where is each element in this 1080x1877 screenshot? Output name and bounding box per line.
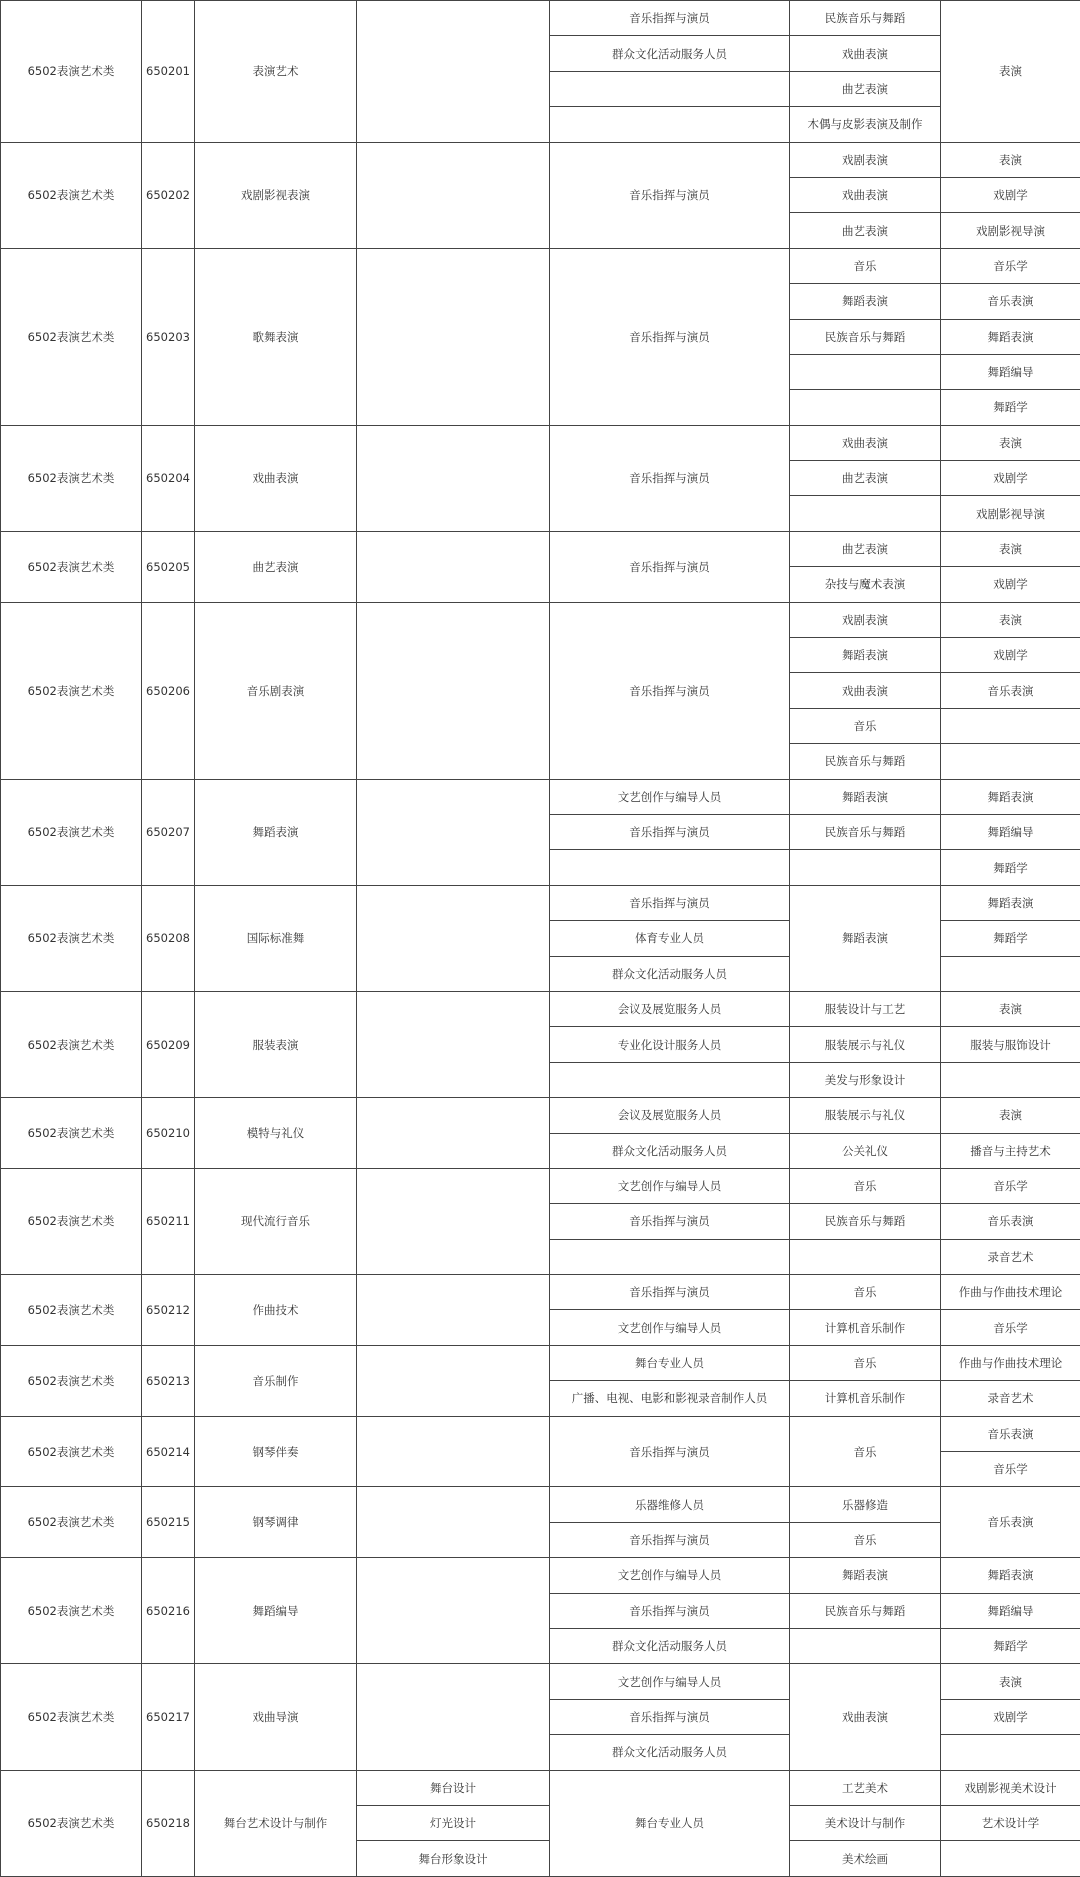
secondary-major-cell: 舞蹈表演	[790, 638, 941, 673]
direction-cell	[357, 602, 550, 779]
code-cell: 650202	[142, 142, 195, 248]
code-cell: 650209	[142, 991, 195, 1097]
table-row	[1, 1664, 1080, 1699]
undergrad-major-cell: 播音与主持艺术	[941, 1133, 1080, 1168]
secondary-major-cell: 舞蹈表演	[790, 779, 941, 814]
undergrad-major-cell	[941, 1841, 1080, 1876]
code-cell: 650217	[142, 1664, 195, 1770]
code-cell: 650201	[142, 1, 195, 143]
code-cell: 650212	[142, 1275, 195, 1346]
code-cell: 650213	[142, 1345, 195, 1416]
undergrad-major-cell: 录音艺术	[941, 1381, 1080, 1416]
secondary-major-cell	[790, 850, 941, 885]
occupation-cell: 音乐指挥与演员	[550, 885, 790, 920]
category-cell: 6502表演艺术类	[1, 1558, 142, 1664]
direction-cell	[357, 991, 550, 1097]
secondary-major-cell: 舞蹈表演	[790, 1558, 941, 1593]
secondary-major-cell: 音乐	[790, 1416, 941, 1487]
category-cell: 6502表演艺术类	[1, 1770, 142, 1876]
secondary-major-cell: 工艺美术	[790, 1770, 941, 1805]
undergrad-major-cell: 音乐表演	[941, 673, 1080, 708]
major-cell: 作曲技术	[195, 1275, 357, 1346]
secondary-major-cell: 民族音乐与舞蹈	[790, 1204, 941, 1239]
undergrad-major-cell: 音乐学	[941, 248, 1080, 283]
occupation-cell: 音乐指挥与演员	[550, 1204, 790, 1239]
major-cell: 服装表演	[195, 991, 357, 1097]
occupation-cell: 音乐指挥与演员	[550, 1593, 790, 1628]
undergrad-major-cell: 表演	[941, 425, 1080, 460]
secondary-major-cell: 音乐	[790, 1168, 941, 1203]
occupation-cell: 音乐指挥与演员	[550, 425, 790, 531]
secondary-major-cell: 民族音乐与舞蹈	[790, 1, 941, 36]
table-row	[1, 142, 1080, 177]
major-cell: 表演艺术	[195, 1, 357, 143]
occupation-cell: 音乐指挥与演员	[550, 814, 790, 849]
secondary-major-cell: 服装展示与礼仪	[790, 1027, 941, 1062]
table-row	[1, 248, 1080, 283]
secondary-major-cell: 曲艺表演	[790, 461, 941, 496]
code-cell: 650204	[142, 425, 195, 531]
direction-cell	[357, 885, 550, 991]
code-cell: 650215	[142, 1487, 195, 1558]
occupation-cell: 广播、电视、电影和影视录音制作人员	[550, 1381, 790, 1416]
undergrad-major-cell: 音乐表演	[941, 1204, 1080, 1239]
category-cell: 6502表演艺术类	[1, 602, 142, 779]
category-cell: 6502表演艺术类	[1, 779, 142, 885]
direction-cell: 舞台形象设计	[357, 1841, 550, 1876]
occupation-cell: 音乐指挥与演员	[550, 248, 790, 425]
undergrad-major-cell: 音乐表演	[941, 284, 1080, 319]
direction-cell	[357, 779, 550, 885]
table-row	[1, 1, 1080, 36]
undergrad-major-cell: 表演	[941, 991, 1080, 1026]
direction-cell: 舞台设计	[357, 1770, 550, 1805]
table-row	[1, 1345, 1080, 1380]
table-body	[1, 1, 1080, 1877]
undergrad-major-cell: 戏剧学	[941, 1699, 1080, 1734]
undergrad-major-cell: 舞蹈表演	[941, 779, 1080, 814]
category-cell: 6502表演艺术类	[1, 1275, 142, 1346]
occupation-cell	[550, 71, 790, 106]
secondary-major-cell: 戏剧表演	[790, 142, 941, 177]
major-cell: 戏曲表演	[195, 425, 357, 531]
occupation-cell: 音乐指挥与演员	[550, 1, 790, 36]
table-row	[1, 1558, 1080, 1593]
direction-cell	[357, 1416, 550, 1487]
undergrad-major-cell: 舞蹈学	[941, 1628, 1080, 1663]
category-cell: 6502表演艺术类	[1, 425, 142, 531]
table-row	[1, 602, 1080, 637]
undergrad-major-cell	[941, 1735, 1080, 1770]
major-cell: 舞台艺术设计与制作	[195, 1770, 357, 1876]
occupation-cell: 群众文化活动服务人员	[550, 1628, 790, 1663]
undergrad-major-cell	[941, 744, 1080, 779]
undergrad-major-cell: 表演	[941, 1664, 1080, 1699]
major-cell: 曲艺表演	[195, 531, 357, 602]
undergrad-major-cell: 戏剧影视美术设计	[941, 1770, 1080, 1805]
secondary-major-cell: 音乐	[790, 1345, 941, 1380]
secondary-major-cell: 戏曲表演	[790, 1664, 941, 1770]
secondary-major-cell: 戏曲表演	[790, 425, 941, 460]
code-cell: 650203	[142, 248, 195, 425]
category-cell: 6502表演艺术类	[1, 1664, 142, 1770]
secondary-major-cell: 音乐	[790, 1522, 941, 1557]
occupation-cell: 文艺创作与编导人员	[550, 1310, 790, 1345]
table-row	[1, 1275, 1080, 1310]
undergrad-major-cell: 戏剧学	[941, 461, 1080, 496]
table-row	[1, 531, 1080, 566]
occupation-cell: 文艺创作与编导人员	[550, 1168, 790, 1203]
category-cell: 6502表演艺术类	[1, 1416, 142, 1487]
undergrad-major-cell: 表演	[941, 142, 1080, 177]
undergrad-major-cell: 戏剧学	[941, 567, 1080, 602]
undergrad-major-cell: 音乐表演	[941, 1487, 1080, 1558]
major-cell: 舞蹈表演	[195, 779, 357, 885]
table-row	[1, 425, 1080, 460]
direction-cell	[357, 142, 550, 248]
occupation-cell: 舞台专业人员	[550, 1345, 790, 1380]
category-cell: 6502表演艺术类	[1, 991, 142, 1097]
undergrad-major-cell: 舞蹈表演	[941, 885, 1080, 920]
occupation-cell	[550, 1062, 790, 1097]
direction-cell	[357, 1168, 550, 1274]
secondary-major-cell: 民族音乐与舞蹈	[790, 319, 941, 354]
occupation-cell: 会议及展览服务人员	[550, 991, 790, 1026]
category-cell: 6502表演艺术类	[1, 1345, 142, 1416]
category-cell: 6502表演艺术类	[1, 885, 142, 991]
occupation-cell	[550, 107, 790, 142]
secondary-major-cell: 戏曲表演	[790, 36, 941, 71]
code-cell: 650216	[142, 1558, 195, 1664]
secondary-major-cell: 服装展示与礼仪	[790, 1098, 941, 1133]
undergrad-major-cell: 表演	[941, 602, 1080, 637]
table-row	[1, 885, 1080, 920]
secondary-major-cell	[790, 354, 941, 389]
occupation-cell: 乐器维修人员	[550, 1487, 790, 1522]
secondary-major-cell	[790, 390, 941, 425]
occupation-cell: 群众文化活动服务人员	[550, 1133, 790, 1168]
occupation-cell: 群众文化活动服务人员	[550, 956, 790, 991]
category-cell: 6502表演艺术类	[1, 248, 142, 425]
direction-cell	[357, 1275, 550, 1346]
direction-cell	[357, 531, 550, 602]
secondary-major-cell: 服装设计与工艺	[790, 991, 941, 1026]
secondary-major-cell: 乐器修造	[790, 1487, 941, 1522]
undergrad-major-cell: 表演	[941, 1, 1080, 143]
undergrad-major-cell	[941, 956, 1080, 991]
category-cell: 6502表演艺术类	[1, 531, 142, 602]
secondary-major-cell: 美术设计与制作	[790, 1805, 941, 1840]
undergrad-major-cell: 舞蹈学	[941, 921, 1080, 956]
table-row	[1, 991, 1080, 1026]
occupation-cell: 音乐指挥与演员	[550, 1416, 790, 1487]
secondary-major-cell: 音乐	[790, 248, 941, 283]
direction-cell	[357, 1345, 550, 1416]
undergrad-major-cell: 服装与服饰设计	[941, 1027, 1080, 1062]
undergrad-major-cell: 作曲与作曲技术理论	[941, 1345, 1080, 1380]
category-cell: 6502表演艺术类	[1, 1168, 142, 1274]
direction-cell	[357, 1098, 550, 1169]
major-cell: 钢琴调律	[195, 1487, 357, 1558]
direction-cell	[357, 1, 550, 143]
undergrad-major-cell: 音乐表演	[941, 1416, 1080, 1451]
code-cell: 650206	[142, 602, 195, 779]
category-cell: 6502表演艺术类	[1, 1, 142, 143]
undergrad-major-cell: 表演	[941, 531, 1080, 566]
undergrad-major-cell: 戏剧影视导演	[941, 496, 1080, 531]
category-cell: 6502表演艺术类	[1, 1098, 142, 1169]
code-cell: 650211	[142, 1168, 195, 1274]
secondary-major-cell: 曲艺表演	[790, 213, 941, 248]
undergrad-major-cell: 舞蹈表演	[941, 1558, 1080, 1593]
undergrad-major-cell: 录音艺术	[941, 1239, 1080, 1274]
occupation-cell: 音乐指挥与演员	[550, 142, 790, 248]
undergrad-major-cell: 表演	[941, 1098, 1080, 1133]
secondary-major-cell	[790, 496, 941, 531]
occupation-cell: 音乐指挥与演员	[550, 602, 790, 779]
undergrad-major-cell: 艺术设计学	[941, 1805, 1080, 1840]
secondary-major-cell: 杂技与魔术表演	[790, 567, 941, 602]
undergrad-major-cell: 音乐学	[941, 1310, 1080, 1345]
code-cell: 650207	[142, 779, 195, 885]
occupation-cell: 文艺创作与编导人员	[550, 1558, 790, 1593]
major-cell: 戏曲导演	[195, 1664, 357, 1770]
undergrad-major-cell: 戏剧影视导演	[941, 213, 1080, 248]
undergrad-major-cell: 音乐学	[941, 1452, 1080, 1487]
occupation-cell	[550, 850, 790, 885]
occupation-cell: 专业化设计服务人员	[550, 1027, 790, 1062]
undergrad-major-cell: 戏剧学	[941, 638, 1080, 673]
direction-cell	[357, 1487, 550, 1558]
direction-cell	[357, 248, 550, 425]
undergrad-major-cell: 舞蹈编导	[941, 1593, 1080, 1628]
code-cell: 650214	[142, 1416, 195, 1487]
table-row	[1, 1487, 1080, 1522]
occupation-cell: 舞台专业人员	[550, 1770, 790, 1876]
occupation-cell: 会议及展览服务人员	[550, 1098, 790, 1133]
occupation-cell: 音乐指挥与演员	[550, 1522, 790, 1557]
major-cell: 歌舞表演	[195, 248, 357, 425]
secondary-major-cell: 公关礼仪	[790, 1133, 941, 1168]
major-cell: 戏剧影视表演	[195, 142, 357, 248]
occupation-cell: 音乐指挥与演员	[550, 1699, 790, 1734]
major-cell: 音乐制作	[195, 1345, 357, 1416]
direction-cell	[357, 1558, 550, 1664]
secondary-major-cell: 民族音乐与舞蹈	[790, 814, 941, 849]
major-cell: 舞蹈编导	[195, 1558, 357, 1664]
secondary-major-cell: 戏曲表演	[790, 673, 941, 708]
undergrad-major-cell: 舞蹈表演	[941, 319, 1080, 354]
category-cell: 6502表演艺术类	[1, 1487, 142, 1558]
undergrad-major-cell: 舞蹈学	[941, 850, 1080, 885]
major-cell: 钢琴伴奏	[195, 1416, 357, 1487]
undergrad-major-cell: 舞蹈编导	[941, 814, 1080, 849]
major-cell: 现代流行音乐	[195, 1168, 357, 1274]
secondary-major-cell	[790, 1239, 941, 1274]
code-cell: 650208	[142, 885, 195, 991]
secondary-major-cell: 音乐	[790, 1275, 941, 1310]
secondary-major-cell: 美发与形象设计	[790, 1062, 941, 1097]
secondary-major-cell: 曲艺表演	[790, 71, 941, 106]
undergrad-major-cell: 作曲与作曲技术理论	[941, 1275, 1080, 1310]
direction-cell	[357, 1664, 550, 1770]
major-cell: 模特与礼仪	[195, 1098, 357, 1169]
undergrad-major-cell: 音乐学	[941, 1168, 1080, 1203]
occupation-cell	[550, 1239, 790, 1274]
secondary-major-cell: 计算机音乐制作	[790, 1381, 941, 1416]
undergrad-major-cell: 舞蹈编导	[941, 354, 1080, 389]
major-cell: 音乐剧表演	[195, 602, 357, 779]
table-row	[1, 779, 1080, 814]
table-row	[1, 1416, 1080, 1451]
secondary-major-cell: 木偶与皮影表演及制作	[790, 107, 941, 142]
table-row	[1, 1168, 1080, 1203]
undergrad-major-cell: 舞蹈学	[941, 390, 1080, 425]
secondary-major-cell: 戏剧表演	[790, 602, 941, 637]
occupation-cell: 群众文化活动服务人员	[550, 36, 790, 71]
undergrad-major-cell	[941, 708, 1080, 743]
occupation-cell: 文艺创作与编导人员	[550, 779, 790, 814]
occupation-cell: 音乐指挥与演员	[550, 1275, 790, 1310]
occupation-cell: 文艺创作与编导人员	[550, 1664, 790, 1699]
occupation-cell: 音乐指挥与演员	[550, 531, 790, 602]
direction-cell	[357, 425, 550, 531]
secondary-major-cell: 舞蹈表演	[790, 885, 941, 991]
category-cell: 6502表演艺术类	[1, 142, 142, 248]
major-cell: 国际标准舞	[195, 885, 357, 991]
secondary-major-cell: 计算机音乐制作	[790, 1310, 941, 1345]
undergrad-major-cell	[941, 1062, 1080, 1097]
occupation-cell: 体育专业人员	[550, 921, 790, 956]
code-cell: 650218	[142, 1770, 195, 1876]
secondary-major-cell: 舞蹈表演	[790, 284, 941, 319]
secondary-major-cell: 民族音乐与舞蹈	[790, 1593, 941, 1628]
secondary-major-cell: 美术绘画	[790, 1841, 941, 1876]
table-row	[1, 1770, 1080, 1805]
code-cell: 650210	[142, 1098, 195, 1169]
secondary-major-cell: 戏曲表演	[790, 177, 941, 212]
secondary-major-cell: 民族音乐与舞蹈	[790, 744, 941, 779]
secondary-major-cell: 曲艺表演	[790, 531, 941, 566]
occupation-cell: 群众文化活动服务人员	[550, 1735, 790, 1770]
secondary-major-cell: 音乐	[790, 708, 941, 743]
undergrad-major-cell: 戏剧学	[941, 177, 1080, 212]
table-row	[1, 1098, 1080, 1133]
direction-cell: 灯光设计	[357, 1805, 550, 1840]
code-cell: 650205	[142, 531, 195, 602]
secondary-major-cell	[790, 1628, 941, 1663]
